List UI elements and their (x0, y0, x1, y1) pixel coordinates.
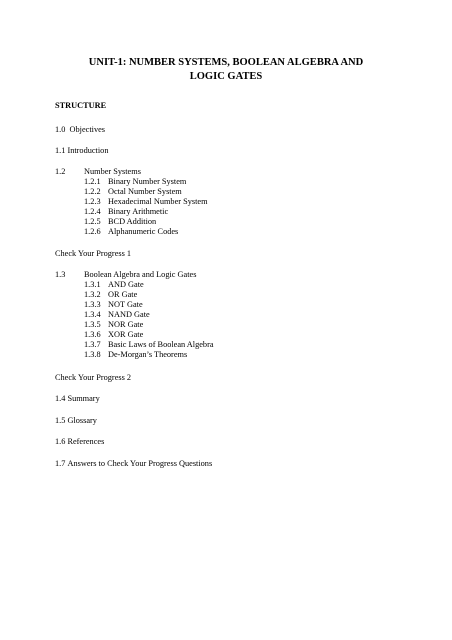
toc-text: Glossary (67, 416, 97, 425)
toc-number: 1.3.6 (84, 330, 101, 339)
toc-number: 1.2.2 (84, 187, 101, 196)
toc-text: Introduction (67, 146, 109, 155)
toc-text: XOR Gate (108, 330, 144, 339)
toc-entry-1-1 (55, 146, 108, 156)
toc-number: 1.6 (55, 437, 66, 446)
toc-entry-1-3-7 (84, 340, 304, 350)
toc-number: 1.2.6 (84, 227, 101, 236)
toc-entry-1-2-2 (84, 187, 284, 197)
toc-text: Basic Laws of Boolean Algebra (108, 340, 214, 349)
toc-entry-1-5 (55, 416, 97, 426)
toc-text: Answers to Check Your Progress Questions (67, 459, 213, 468)
toc-text: OR Gate (108, 290, 138, 299)
toc-number: 1.3 (55, 270, 66, 279)
toc-text: Hexadecimal Number System (108, 197, 208, 206)
toc-entry-1-2-4 (84, 207, 284, 217)
toc-text: Binary Arithmetic (108, 207, 169, 216)
toc-text: BCD Addition (108, 217, 157, 226)
toc-text: NOT Gate (108, 300, 143, 309)
toc-entry-1-3-4 (84, 310, 284, 320)
toc-number: 1.3.4 (84, 310, 101, 319)
structure-heading: STRUCTURE (55, 101, 107, 110)
toc-entry-1-3-3 (84, 300, 284, 310)
toc-number: 1.5 (55, 416, 66, 425)
toc-number: 1.2.1 (84, 177, 101, 186)
toc-number: 1.3.8 (84, 350, 101, 359)
toc-number: 1.2.5 (84, 217, 101, 226)
toc-text: Boolean Algebra and Logic Gates (84, 270, 197, 279)
toc-entry-1-2-3 (84, 197, 284, 207)
toc-text: Objectives (69, 125, 106, 134)
toc-entry-1-2-6 (84, 227, 284, 237)
toc-entry-1-3-2 (84, 290, 284, 300)
toc-number: 1.3.2 (84, 290, 101, 299)
unit-title-line-2: LOGIC GATES (189, 71, 263, 82)
toc-text: References (67, 437, 105, 446)
toc-text: De-Morgan’s Theorems (108, 350, 188, 359)
toc-entry-check-progress-2: Check Your Progress 2 (55, 373, 132, 382)
toc-entry-1-3-1 (84, 280, 284, 290)
toc-number: 1.1 (55, 146, 66, 155)
toc-text: Number Systems (84, 167, 141, 176)
toc-number: 1.4 (55, 394, 66, 403)
toc-number: 1.3.3 (84, 300, 101, 309)
toc-entry-1-2 (55, 167, 255, 177)
toc-entry-1-3-6 (84, 330, 284, 340)
toc-text: NAND Gate (108, 310, 150, 319)
toc-entry-check-progress-1: Check Your Progress 1 (55, 249, 132, 258)
toc-number: 1.3.5 (84, 320, 101, 329)
toc-number: 1.3.1 (84, 280, 101, 289)
toc-entry-1-3 (55, 270, 305, 280)
toc-text: Summary (67, 394, 100, 403)
toc-number: 1.7 (55, 459, 66, 468)
toc-entry-1-3-5 (84, 320, 284, 330)
toc-number: 1.0 (55, 125, 66, 134)
toc-number: 1.2 (55, 167, 66, 176)
toc-number: 1.2.3 (84, 197, 101, 206)
toc-entry-1-0 (55, 125, 105, 135)
toc-text: NOR Gate (108, 320, 144, 329)
toc-text: Octal Number System (108, 187, 182, 196)
toc-entry-1-3-8 (84, 350, 284, 360)
toc-number: 1.3.7 (84, 340, 101, 349)
unit-title-line-1: UNIT-1: NUMBER SYSTEMS, BOOLEAN ALGEBRA AND (88, 57, 364, 68)
toc-entry-1-6 (55, 437, 104, 447)
toc-text: Binary Number System (108, 177, 187, 186)
toc-entry-1-2-5 (84, 217, 284, 227)
toc-number: 1.2.4 (84, 207, 101, 216)
toc-text: Alphanumeric Codes (108, 227, 179, 236)
toc-entry-1-4 (55, 394, 100, 404)
toc-entry-1-2-1 (84, 177, 284, 187)
toc-entry-1-7 (55, 459, 212, 469)
toc-text: AND Gate (108, 280, 144, 289)
